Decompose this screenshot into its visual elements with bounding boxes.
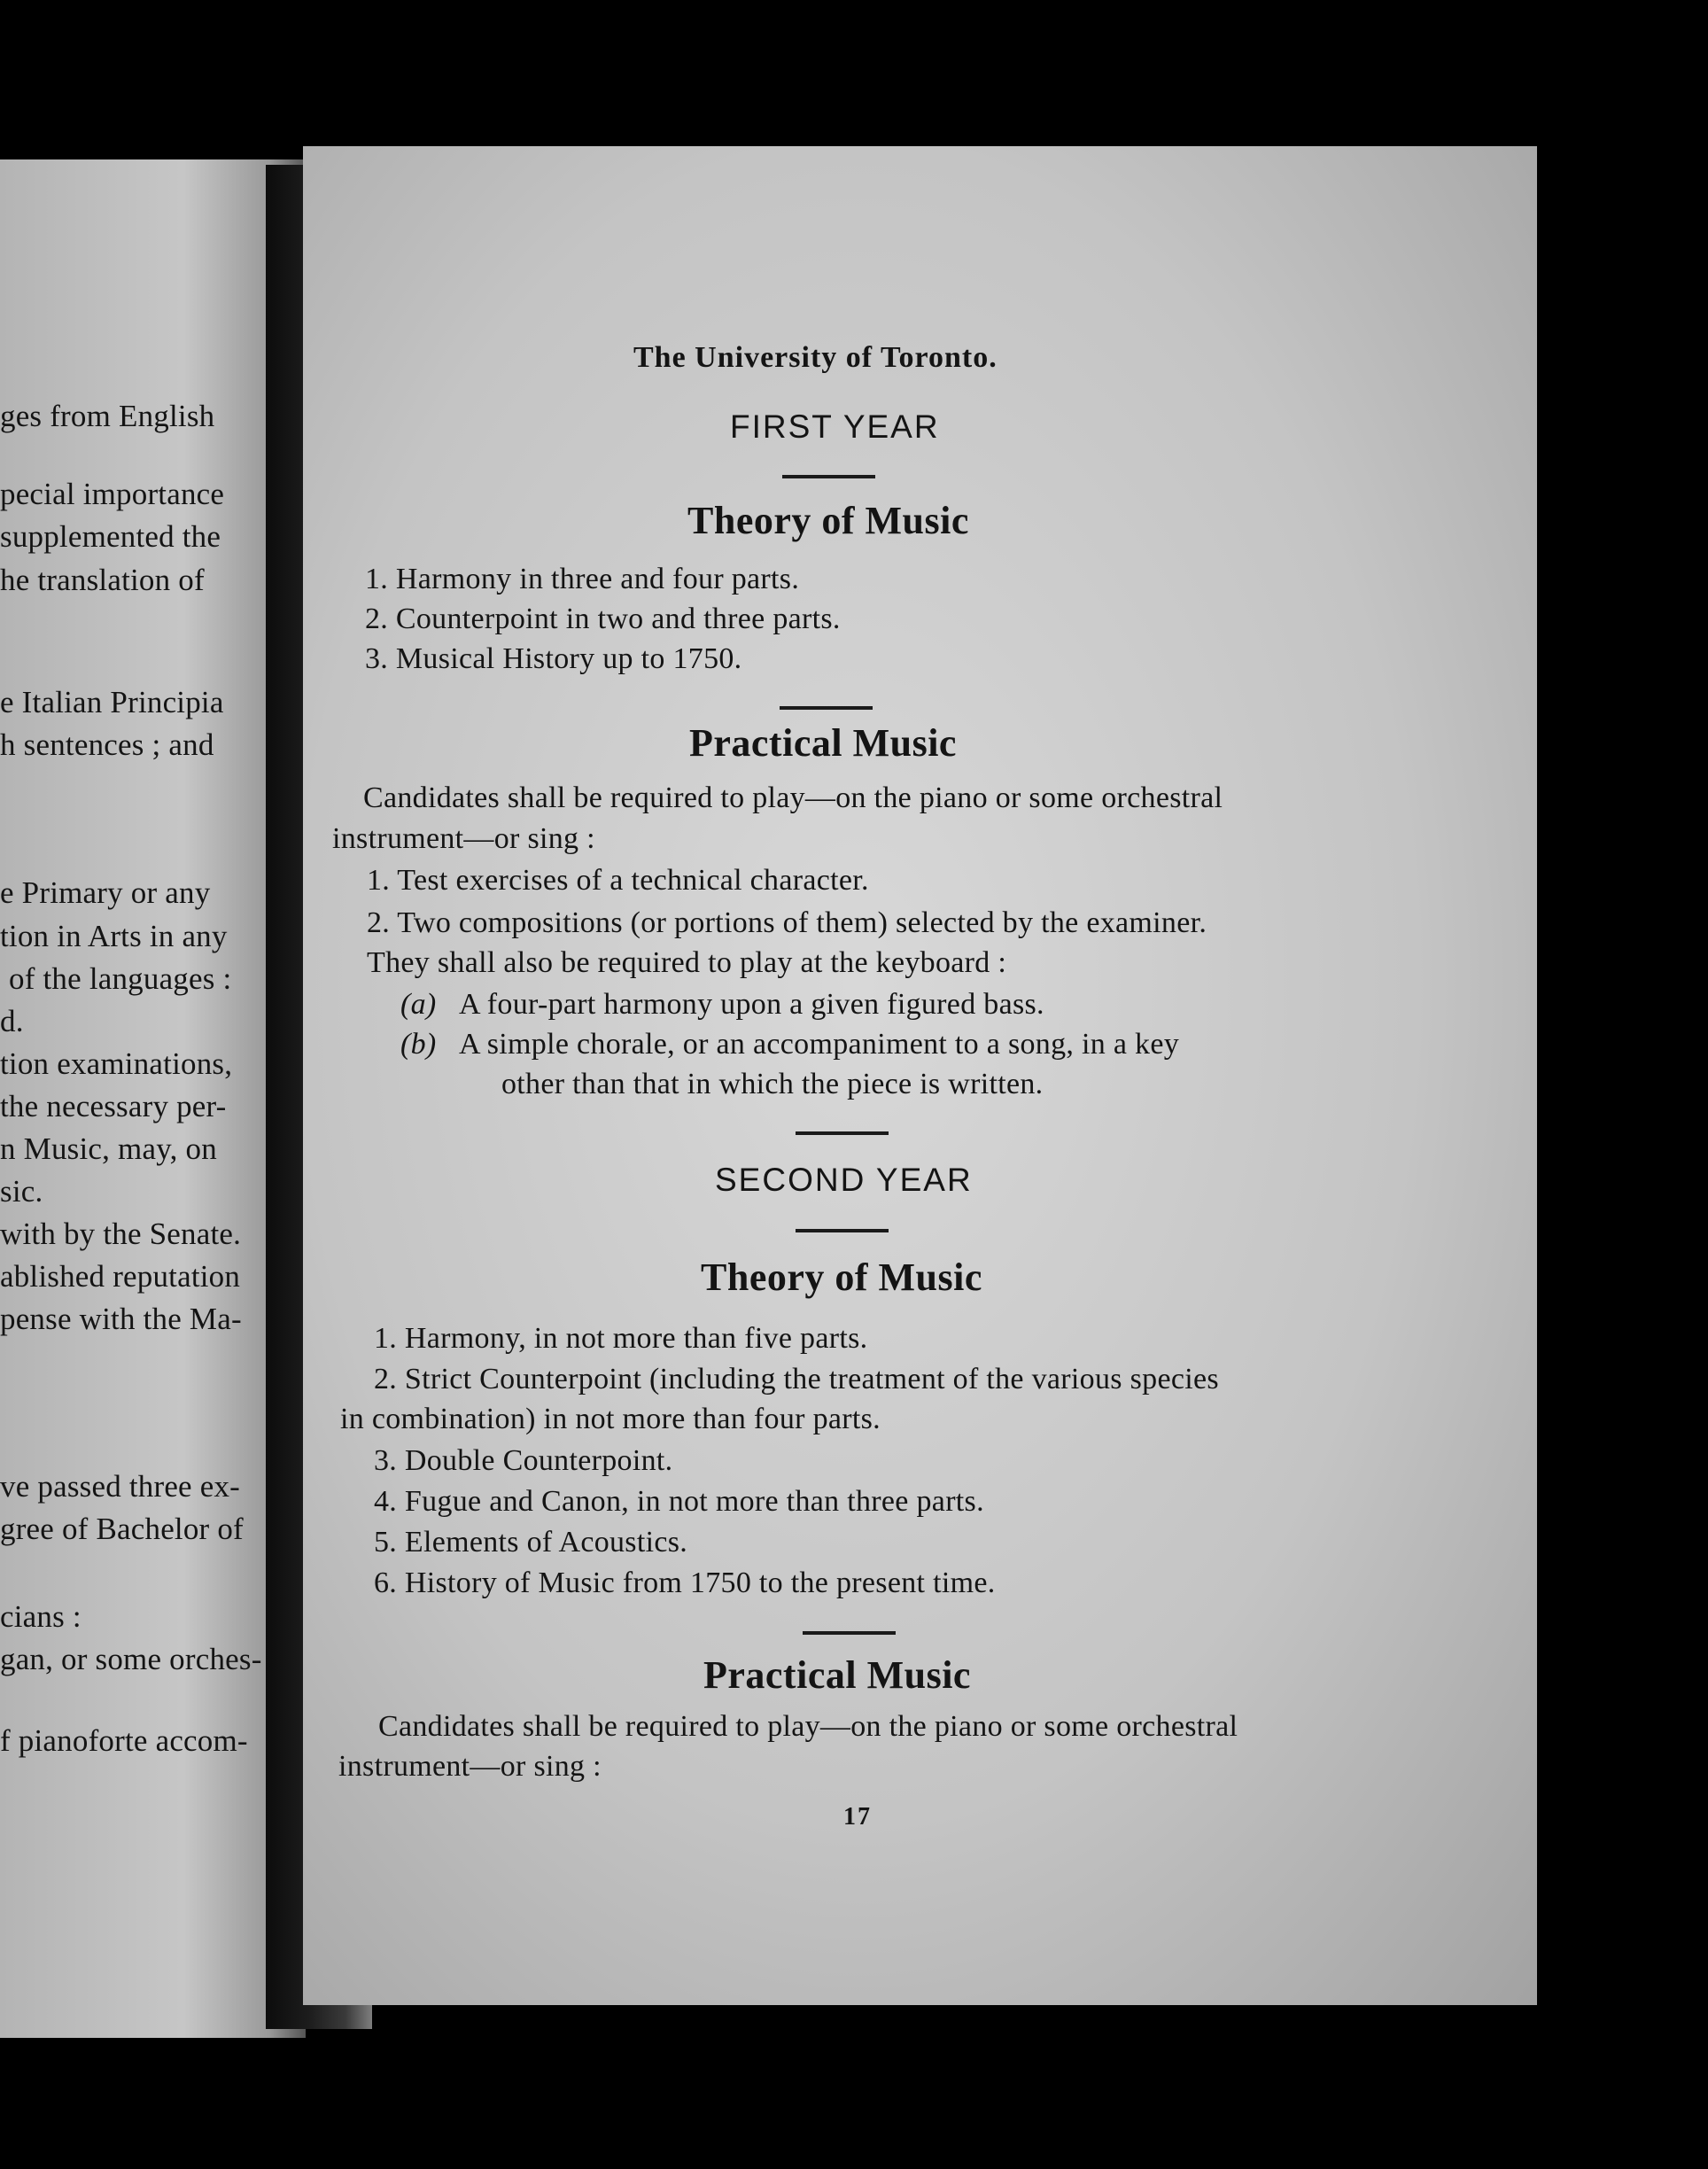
left-page-line: the necessary per-: [0, 1089, 227, 1123]
second-year-theory-item: 3. Double Counterpoint.: [374, 1444, 673, 1477]
first-year-theory-item: 2. Counterpoint in two and three parts.: [365, 602, 841, 635]
second-year-practical-intro: instrument—or sing :: [338, 1750, 602, 1783]
left-page-line: e Primary or any: [0, 875, 211, 910]
first-year-practical-item: 2. Two compositions (or portions of them) selected by the examiner.: [367, 906, 1207, 939]
first-year-title: FIRST YEAR: [730, 408, 940, 445]
left-page-line: cians :: [0, 1599, 82, 1634]
second-year-theory-item: 5. Elements of Acoustics.: [374, 1526, 688, 1559]
section-divider: [796, 1229, 889, 1232]
left-page-line: pense with the Ma-: [0, 1302, 242, 1336]
second-year-theory-heading: Theory of Music: [701, 1256, 982, 1299]
sub-item-label: (a): [400, 988, 437, 1021]
section-divider: [796, 1131, 889, 1135]
first-year-practical-heading: Practical Music: [689, 721, 957, 765]
left-page: [0, 159, 306, 2038]
sub-item-text: A simple chorale, or an accompaniment to a song, in a key: [459, 1028, 1180, 1061]
second-year-practical-intro: Candidates shall be required to play—on the piano or some orchestral: [378, 1710, 1238, 1743]
keyboard-intro: They shall also be required to play at the keyboard :: [367, 946, 1007, 979]
second-year-theory-item: 2. Strict Counterpoint (including the treatment of the various species: [374, 1363, 1219, 1395]
sub-item-label: (b): [400, 1028, 437, 1061]
second-year-theory-item: 4. Fugue and Canon, in not more than three parts.: [374, 1485, 984, 1518]
left-page-line: h sentences ; and: [0, 727, 214, 762]
left-page-line: tion examinations,: [0, 1046, 233, 1081]
sub-item-text: A four-part harmony upon a given figured bass.: [459, 988, 1044, 1021]
left-page-line: sic.: [0, 1174, 43, 1209]
left-page-line: ges from English: [0, 399, 215, 433]
section-divider: [803, 1631, 896, 1635]
left-page-line: he translation of: [0, 563, 205, 597]
section-divider: [780, 706, 873, 710]
sub-item-text: other than that in which the piece is written.: [501, 1068, 1044, 1100]
left-page-line: e Italian Principia: [0, 685, 224, 719]
section-divider: [782, 475, 875, 478]
left-page-line: tion in Arts in any: [0, 919, 228, 953]
second-year-theory-item: in combination) in not more than four parts.: [340, 1403, 881, 1435]
left-page-line: d.: [0, 1004, 24, 1038]
left-page-line: supplemented the: [0, 519, 221, 554]
first-year-theory-heading: Theory of Music: [687, 499, 969, 542]
left-page-line: ve passed three ex-: [0, 1469, 241, 1504]
left-page-line: gan, or some orches-: [0, 1642, 262, 1676]
left-page-line: with by the Senate.: [0, 1217, 242, 1251]
left-page-line: ablished reputation: [0, 1259, 241, 1294]
running-header: The University of Toronto.: [633, 341, 998, 374]
left-page-line: f pianoforte accom-: [0, 1723, 248, 1758]
left-page-line: of the languages :: [9, 961, 232, 996]
second-year-practical-heading: Practical Music: [703, 1653, 971, 1697]
left-page-line: n Music, may, on: [0, 1131, 217, 1166]
first-year-practical-item: 1. Test exercises of a technical character.: [367, 864, 869, 897]
second-year-theory-item: 6. History of Music from 1750 to the present time.: [374, 1566, 996, 1599]
first-year-practical-intro: Candidates shall be required to play—on the piano or some orchestral: [363, 781, 1223, 814]
second-year-title: SECOND YEAR: [715, 1162, 973, 1198]
left-page-line: gree of Bachelor of: [0, 1512, 244, 1546]
first-year-theory-item: 1. Harmony in three and four parts.: [365, 563, 800, 595]
right-page: [303, 146, 1537, 2005]
first-year-practical-intro: instrument—or sing :: [332, 822, 595, 855]
second-year-theory-item: 1. Harmony, in not more than five parts.: [374, 1322, 868, 1355]
page-number: 17: [843, 1803, 872, 1831]
left-page-line: pecial importance: [0, 477, 225, 511]
first-year-theory-item: 3. Musical History up to 1750.: [365, 642, 742, 675]
